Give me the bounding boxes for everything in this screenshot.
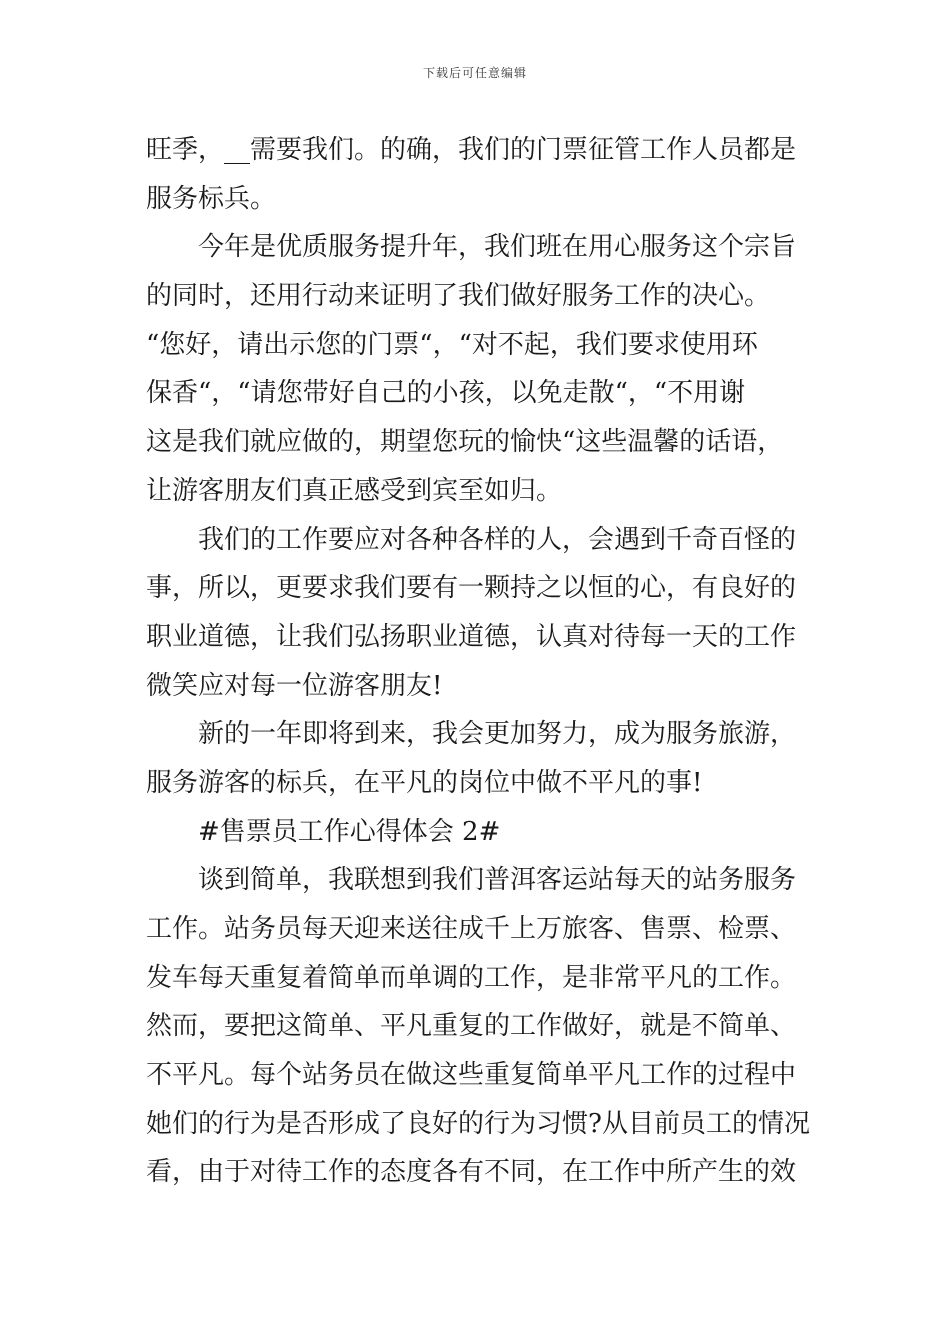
paragraph-start-line: 新的一年即将到来，我会更加努力，成为服务旅游，	[198, 719, 797, 750]
paragraph-start-line: 我们的工作要应对各种各样的人，会遇到千奇百怪的	[198, 524, 797, 555]
text-line: 这是我们就应做的，期望您玩的愉快“这些温馨的话语，	[146, 427, 784, 458]
text-line: 服务游客的标兵，在平凡的岗位中做不平凡的事!	[146, 767, 703, 798]
text-line: 的同时，还用行动来证明了我们做好服务工作的决心。	[146, 281, 771, 312]
text-line: 她们的行为是否形成了良好的行为习惯?从目前员工的情况	[146, 1108, 810, 1139]
page-header: 下载后可任意编辑	[422, 66, 527, 80]
document-body	[146, 126, 810, 1197]
text-line: 发车每天重复着简单而单调的工作，是非常平凡的工作。	[146, 962, 797, 993]
paragraph-start-line: 谈到简单，我联想到我们普洱客运站每天的站务服务	[198, 865, 797, 896]
text-line: “您好，请出示您的门票“，“对不起，我们要求使用环	[146, 329, 758, 360]
text-line: 职业道德，让我们弘扬职业道德，认真对待每一天的工作	[146, 621, 797, 652]
text-line: 不平凡。每个站务员在做这些重复简单平凡工作的过程中	[146, 1060, 797, 1091]
text-line: 看，由于对待工作的态度各有不同，在工作中所产生的效	[146, 1157, 797, 1188]
text-line: 服务标兵。	[146, 183, 277, 214]
text-line: 让游客朋友们真正感受到宾至如归。	[146, 475, 563, 506]
paragraph-start-line: 今年是优质服务提升年，我们班在用心服务这个宗旨	[198, 232, 797, 263]
text-line: 工作。站务员每天迎来送往成千上万旅客、售票、检票、	[146, 914, 797, 944]
section-heading: #售票员工作心得体会 2#	[198, 816, 501, 847]
text-line: 保香“，“请您带好自己的小孩，以免走散“，“不用谢	[146, 378, 746, 409]
text-line: 然而，要把这简单、平凡重复的工作做好，就是不简单、	[146, 1011, 797, 1042]
text-line: 微笑应对每一位游客朋友!	[146, 670, 443, 701]
text-line: 事，所以，更要求我们要有一颗持之以恒的心，有良好的	[146, 573, 797, 604]
text-line: 旺季，__需要我们。的确，我们的门票征管工作人员都是	[146, 135, 797, 165]
